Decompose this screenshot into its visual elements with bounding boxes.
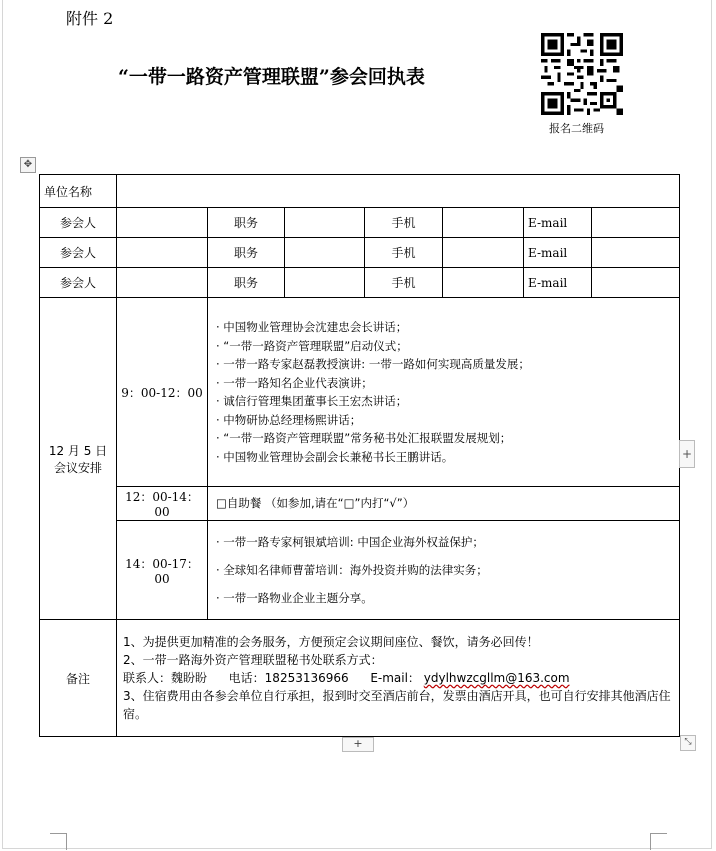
email-cell[interactable] [592,268,680,298]
list-item: · 一带一路物业企业主题分享。 [216,591,373,605]
email-label: E-mail [524,268,592,298]
add-column-button[interactable]: + [679,440,695,468]
page-title: “一带一路资产管理联盟”参会回执表 [118,66,425,88]
contact-line [123,669,673,687]
note-line: 1、为提供更加精准的会务服务，方便预定会议期间座位、餐饮，请务必回传！ [123,635,539,649]
session-time: 9：00-12：00 [117,298,208,487]
annex-label: 附件 2 [66,9,114,28]
position-label: 职务 [208,238,285,268]
note-line: 3、住宿费用由各参会单位自行承担，报到时交至酒店前台，发票由酒店开具，也可自行安排其他酒店住宿。 [123,689,671,721]
list-item: · 一带一路专家赵磊教授演讲: 一带一路如何实现高质量发展； [216,357,530,371]
phone-label: 手机 [365,208,443,238]
contact-email[interactable]: ydylhwzcgllm@163.com [423,671,570,685]
table-row [40,487,680,521]
email-label: E-mail [524,238,592,268]
email-label: E-mail： [370,671,420,685]
session-time: 12：00-14：00 [117,487,208,521]
attendee-name-cell[interactable] [117,238,208,268]
buffet-checkbox[interactable]: □自助餐 （如参加,请在“□”内打“√”） [208,487,680,521]
list-item: · 中物研协总经理杨熙讲话； [216,412,362,427]
notes-label: 备注 [40,620,117,737]
table-row [40,238,680,268]
table-resize-handle-icon[interactable]: ⤡ [680,735,696,751]
session-items [208,298,680,487]
table-row [40,208,680,238]
session-time: 14：00-17：00 [117,521,208,620]
phone-cell[interactable] [443,238,524,268]
table-row [40,521,680,620]
table-move-handle-icon[interactable]: ✥ [20,157,36,173]
email-cell[interactable] [592,208,680,238]
registration-form-table [39,174,680,737]
table-row [40,268,680,298]
contact-person: 联系人：魏盼盼 [123,671,208,685]
page-corner-mark [650,833,667,850]
list-item: · 一带一路知名企业代表演讲； [216,375,373,390]
agenda-date: 12 月 5 日 [48,443,108,458]
list-item: · “一带一路资产管理联盟”启动仪式； [216,338,408,353]
phone-label: 手机 [365,268,443,298]
email-cell[interactable] [592,238,680,268]
list-item: · 诚信行管理集团董事长王宏杰讲话； [216,394,408,408]
table-row [40,175,680,208]
attendee-label: 参会人 [40,208,117,238]
agenda-label [40,298,117,620]
unit-label: 单位名称 [40,175,117,208]
position-cell[interactable] [285,268,365,298]
attendee-label: 参会人 [40,238,117,268]
unit-name-cell[interactable] [117,175,680,208]
contact-phone: 电话：18253136966 [228,671,349,685]
phone-cell[interactable] [443,208,524,238]
attendee-label: 参会人 [40,268,117,298]
position-label: 职务 [208,268,285,298]
qr-caption: 报名二维码 [549,122,604,135]
list-item: · “一带一路资产管理联盟”常务秘书处汇报联盟发展规划； [216,431,512,445]
table-row [40,620,680,737]
agenda-title: 会议安排 [53,460,102,475]
phone-label: 手机 [365,238,443,268]
position-cell[interactable] [285,208,365,238]
list-item: · 一带一路专家柯银斌培训: 中国企业海外权益保护； [216,535,484,549]
notes-content [117,620,680,737]
attendee-name-cell[interactable] [117,268,208,298]
page-corner-mark [50,833,67,850]
list-item: · 中国物业管理协会沈建忠会长讲话； [216,320,408,334]
email-label: E-mail [524,208,592,238]
table-row [40,298,680,487]
phone-cell[interactable] [443,268,524,298]
note-line: 2、一带一路海外资产管理联盟秘书处联系方式： [123,653,383,667]
position-cell[interactable] [285,238,365,268]
add-row-button[interactable]: + [342,737,374,752]
qr-code-icon [541,33,623,115]
list-item: · 中国物业管理协会副会长兼秘书长王鹏讲话。 [216,449,454,464]
attendee-name-cell[interactable] [117,208,208,238]
session-items [208,521,680,620]
position-label: 职务 [208,208,285,238]
list-item: · 全球知名律师曹蕾培训：海外投资并购的法律实务； [216,563,488,577]
